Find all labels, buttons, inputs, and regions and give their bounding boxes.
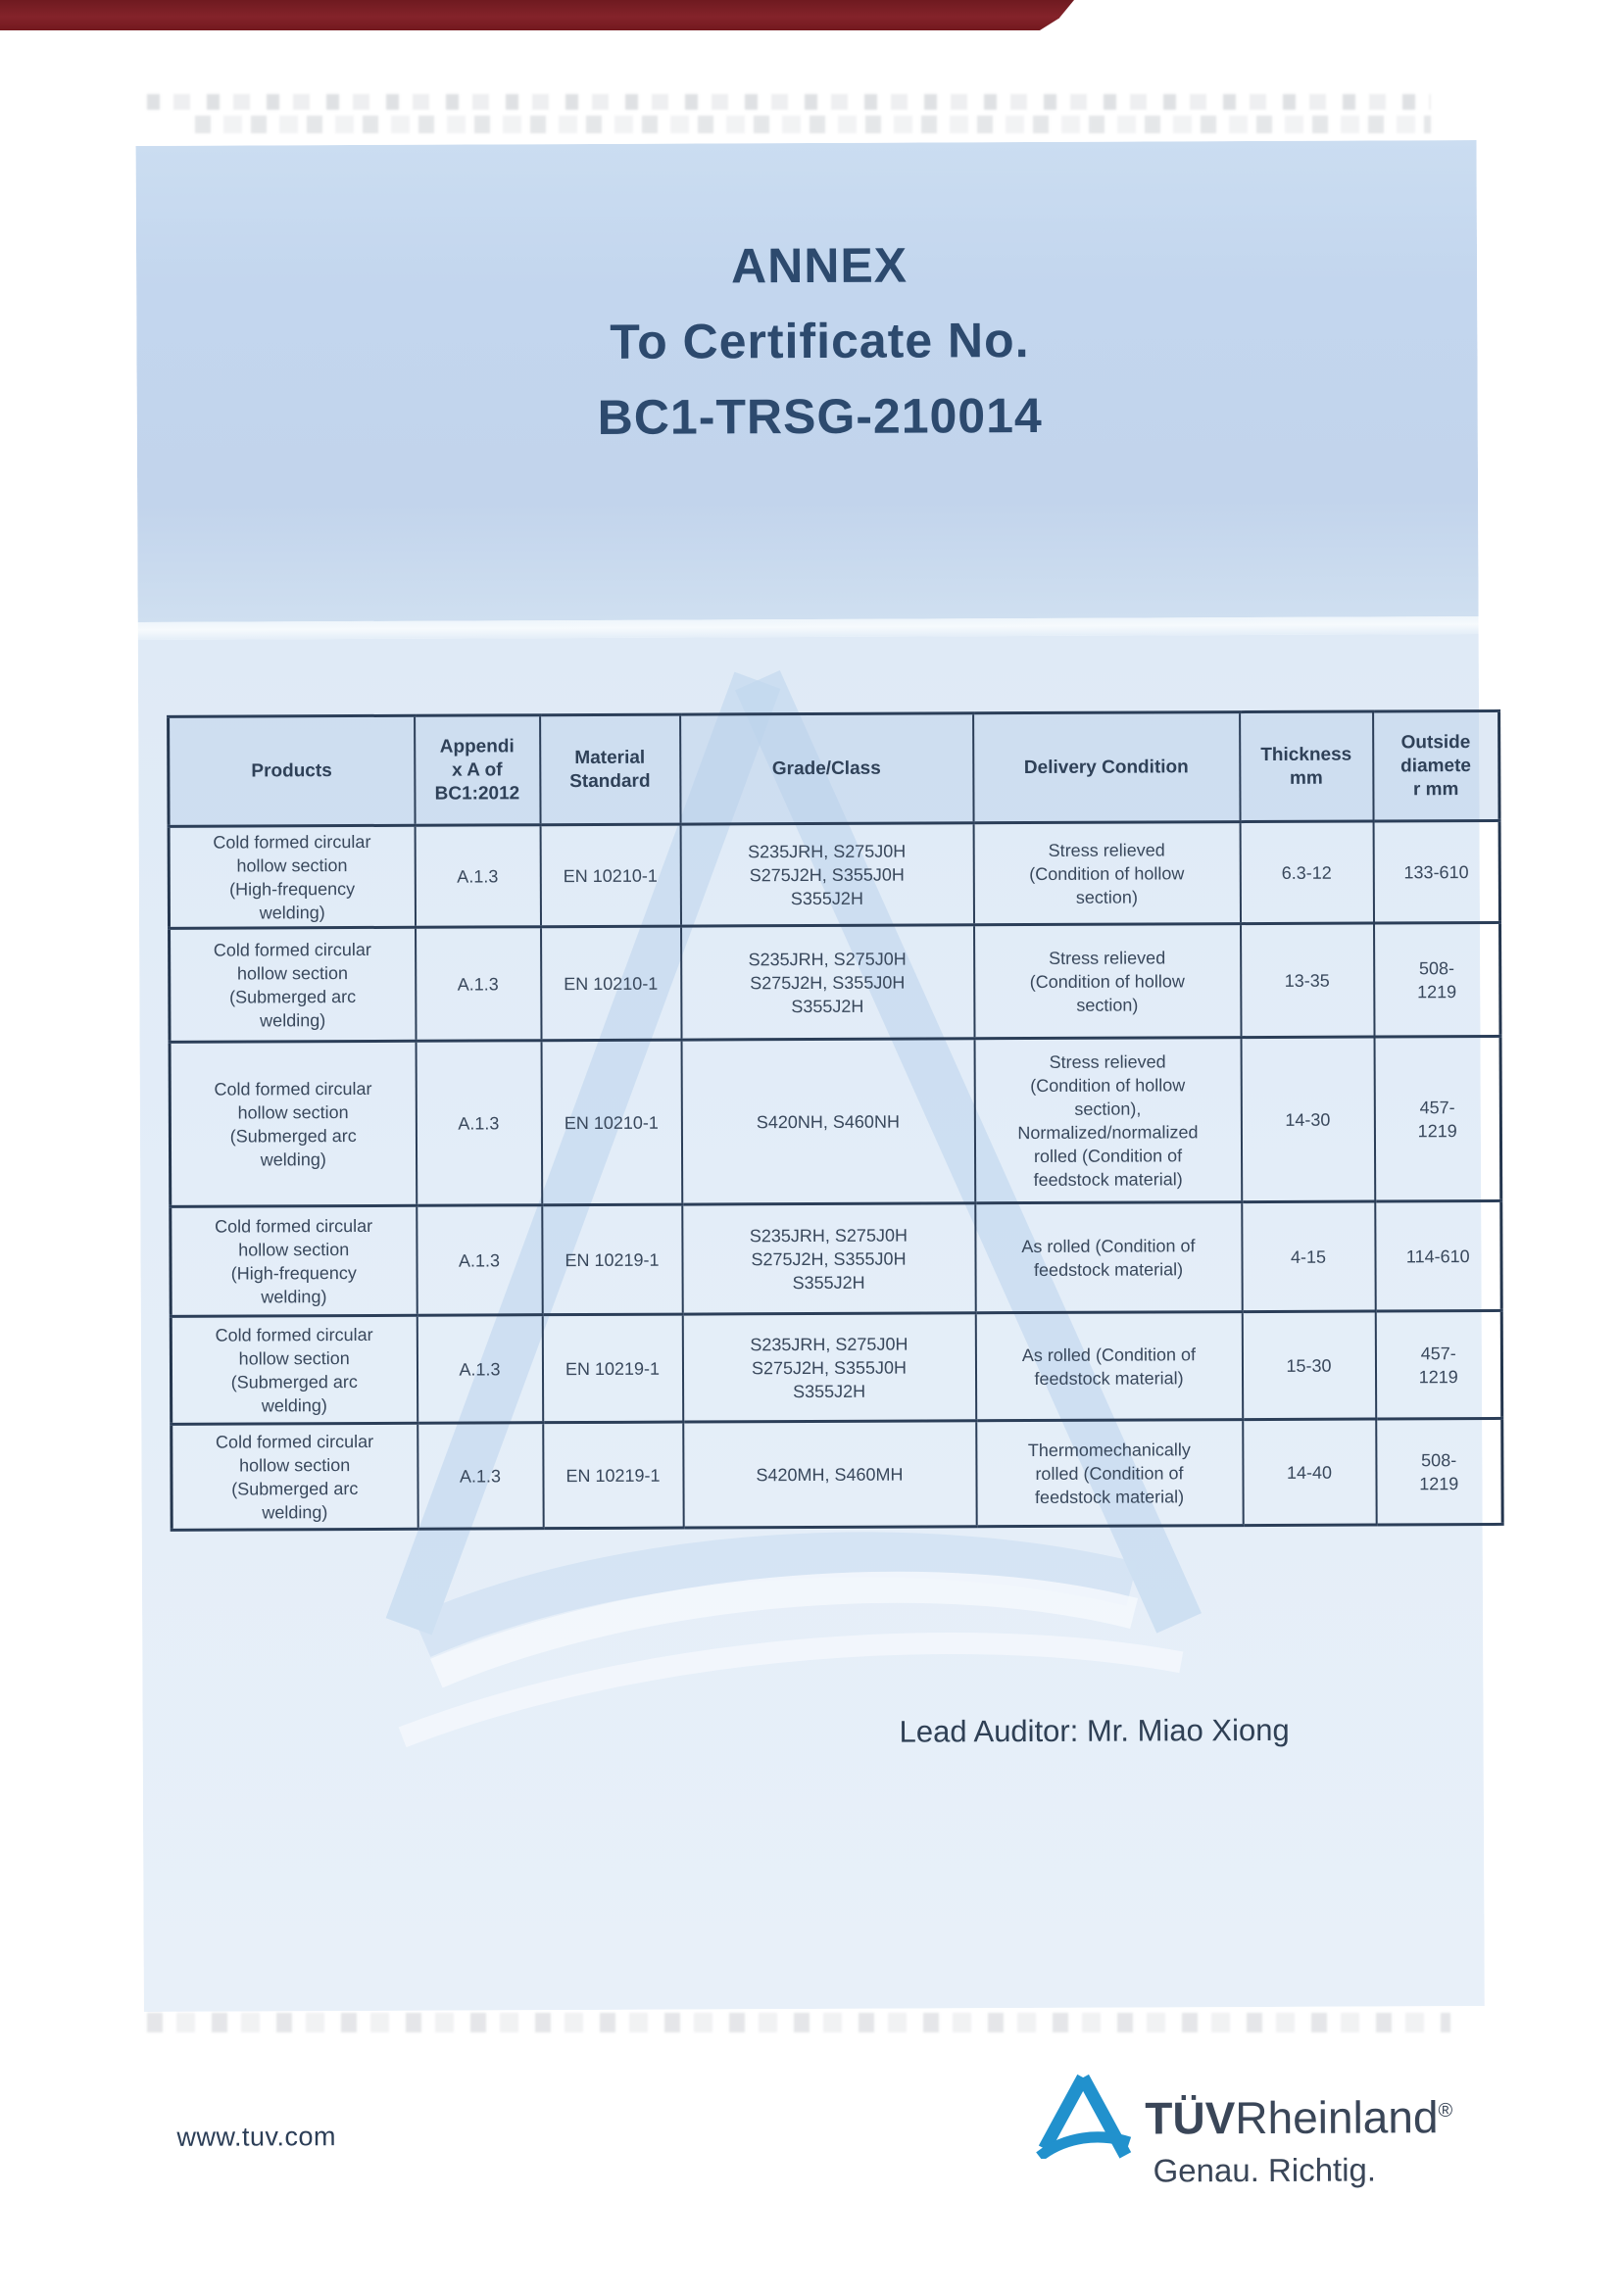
cell-product: Cold formed circular hollow section (Submerged arc welding) [171, 1315, 417, 1424]
cell-standard: EN 10219-1 [542, 1314, 682, 1423]
cell-thickness: 14-30 [1241, 1037, 1375, 1202]
cell-delivery: As rolled (Condition of feedstock material) [975, 1202, 1242, 1313]
cell-grade: S235JRH, S275J0H S275J2H, S355J0H S355J2H [682, 1313, 975, 1422]
table-row [169, 820, 1499, 928]
cell-outside-diameter: 457- 1219 [1375, 1310, 1501, 1419]
brand-tuv-text: TÜV [1145, 2092, 1236, 2144]
cell-thickness: 13-35 [1241, 923, 1375, 1038]
cell-appendix: A.1.3 [416, 1041, 542, 1206]
cell-delivery: As rolled (Condition of feedstock material) [975, 1312, 1242, 1421]
cell-grade: S235JRH, S275J0H S275J2H, S355J0H S355J2H [680, 823, 973, 926]
cell-delivery: Stress relieved (Condition of hollow section), Normalized/normalized rolled (Condition of feedstock material) [974, 1038, 1242, 1203]
table-row [170, 1036, 1501, 1206]
cell-outside-diameter: 508- 1219 [1376, 1418, 1502, 1525]
registered-trademark-symbol: ® [1438, 2099, 1453, 2122]
table-row [172, 1418, 1502, 1530]
cell-thickness: 15-30 [1242, 1311, 1375, 1420]
cell-appendix: A.1.3 [416, 927, 542, 1042]
cell-delivery: Thermomechanically rolled (Condition of feedstock material) [976, 1420, 1243, 1527]
scan-noise-band-bottom [147, 2013, 1450, 2032]
scan-artifact-red-stripe [0, 0, 1074, 30]
cell-grade: S420NH, S460NH [681, 1039, 975, 1204]
cell-standard: EN 10210-1 [540, 824, 680, 927]
table-header-row [169, 710, 1499, 826]
scan-noise-band-top [147, 94, 1431, 110]
cell-grade: S235JRH, S275J0H S275J2H, S355J0H S355J2H [682, 1203, 975, 1314]
cell-standard: EN 10210-1 [541, 1040, 682, 1205]
table-row [170, 922, 1500, 1042]
brand-tagline: Genau. Richtig. [1153, 2151, 1377, 2189]
cell-grade: S420MH, S460MH [683, 1421, 976, 1528]
col-header-delivery-condition: Delivery Condition [973, 712, 1240, 823]
cell-product: Cold formed circular hollow section (High-frequency welding) [171, 1205, 417, 1316]
lead-auditor-line: Lead Auditor: Mr. Miao Xiong [899, 1712, 1290, 1749]
cell-standard: EN 10210-1 [541, 926, 682, 1041]
cell-standard: EN 10219-1 [543, 1422, 683, 1529]
cell-standard: EN 10219-1 [542, 1204, 682, 1315]
cell-thickness: 6.3-12 [1240, 821, 1373, 924]
certificate-annex-table [167, 709, 1504, 1532]
brand-wordmark [1145, 2090, 1452, 2144]
cell-grade: S235JRH, S275J0H S275J2H, S355J0H S355J2H [681, 925, 975, 1040]
col-header-grade-class: Grade/Class [680, 713, 973, 824]
brand-rheinland-text: Rheinland [1235, 2091, 1439, 2144]
col-header-appendix: Appendi x A of BC1:2012 [415, 715, 540, 826]
cell-product: Cold formed circular hollow section (Submerged arc welding) [170, 1041, 417, 1206]
cell-outside-diameter: 133-610 [1373, 820, 1499, 923]
cell-outside-diameter: 457- 1219 [1374, 1036, 1501, 1201]
cell-thickness: 4-15 [1242, 1201, 1375, 1312]
cell-outside-diameter: 114-610 [1375, 1200, 1501, 1311]
title-line-annex: ANNEX [730, 237, 908, 294]
table-row [171, 1310, 1501, 1424]
cell-product: Cold formed circular hollow section (Submerged arc welding) [170, 927, 417, 1042]
cell-appendix: A.1.3 [417, 1315, 542, 1424]
cell-product: Cold formed circular hollow section (Submerged arc welding) [172, 1423, 417, 1530]
cell-outside-diameter: 508- 1219 [1374, 922, 1501, 1037]
table-row [171, 1200, 1501, 1316]
cell-appendix: A.1.3 [415, 825, 540, 928]
title-line-certificate-number: BC1-TRSG-210014 [597, 387, 1043, 445]
cell-thickness: 14-40 [1243, 1419, 1376, 1526]
col-header-material-standard: Material Standard [540, 714, 680, 825]
col-header-outside-diameter: Outside diamete r mm [1373, 710, 1499, 821]
cell-appendix: A.1.3 [417, 1205, 542, 1316]
website-url: www.tuv.com [176, 2122, 337, 2152]
cell-appendix: A.1.3 [417, 1423, 543, 1530]
col-header-thickness: Thickness mm [1240, 711, 1373, 822]
col-header-products: Products [169, 715, 415, 826]
title-line-to-certificate: To Certificate No. [610, 313, 1030, 369]
tuv-rheinland-logo-icon [1033, 2073, 1133, 2159]
cell-product: Cold formed circular hollow section (High-frequency welding) [169, 825, 415, 928]
scan-noise-band-top-2 [186, 116, 1431, 133]
cell-delivery: Stress relieved (Condition of hollow section) [974, 924, 1242, 1039]
cell-delivery: Stress relieved (Condition of hollow section) [973, 822, 1240, 925]
document-title [329, 226, 1310, 457]
